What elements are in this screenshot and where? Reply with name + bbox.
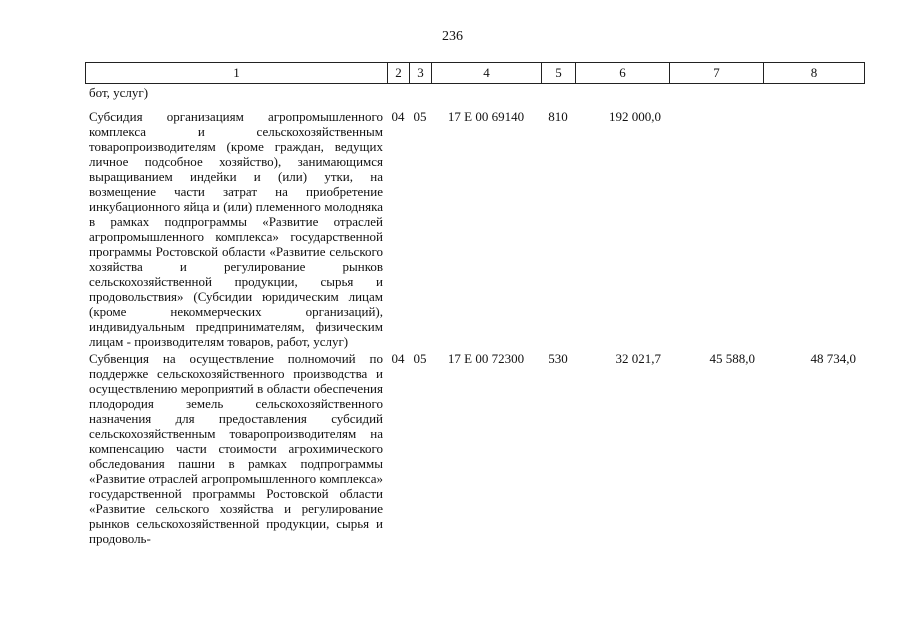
row-description: Субвенция на осуществление полномочий по поддержке сельскохозяйственного производства и осуществлению мероприятий в области обеспечения плодородия земель сельскохозяйственного назначения для предоставления субсидий сельскохозяйственным товаропроизводителям на компенсацию части стоимости агрохимического обследования пашни в рамках подпрограммы «Развитие отраслей агропромышленного комплекса» государственной программы Ростовской области «Развитие сельского хозяйства и регулирование рынков сельскохозяйственной продукции, сырья и продоволь- [89, 351, 383, 546]
row-section-code: 04 [391, 109, 405, 124]
header-col-7: 7 [670, 63, 764, 84]
budget-table-body [85, 85, 864, 546]
header-col-4: 4 [432, 63, 542, 84]
row-amount-year-2: 45 588,0 [709, 351, 755, 366]
header-col-1: 1 [86, 63, 388, 84]
header-col-8: 8 [764, 63, 865, 84]
row-description: Субсидия организациям агропромышленного комплекса и сельскохозяйственным товаропроизводителям (кроме граждан, ведущих личное подсобное хозяйство), занимающимся выращиванием индейки и (или) утки, на возмещение части затрат на приобретение инкубационного яйца и (или) племенного молодняка в рамках подпрограммы «Развитие отраслей агропромышленного комплекса» государственной программы Ростовской области «Развитие сельского хозяйства и регулирование рынков сельскохозяйственной продукции, сырья и продовольствия» (Субсидии юридическим лицам (кроме некоммерческих организаций), индивидуальным предпринимателям, физическим лицам - производителям товаров, работ, услуг) [89, 109, 383, 349]
header-col-6: 6 [576, 63, 670, 84]
row-section-code: 04 [391, 351, 405, 366]
row-expense-type: 810 [548, 109, 568, 124]
continuation-row [85, 85, 864, 100]
header-col-5: 5 [542, 63, 576, 84]
row-subsection-code: 05 [413, 351, 427, 366]
page-number: 236 [442, 29, 463, 44]
row-target-article: 17 Е 00 72300 [447, 351, 525, 366]
row-amount-year-3: 48 734,0 [810, 351, 856, 366]
table-row [85, 109, 864, 349]
row-amount-year-3 [763, 109, 864, 349]
header-col-3: 3 [410, 63, 432, 84]
row-amount-year-1: 32 021,7 [615, 351, 661, 366]
row-subsection-code: 05 [413, 109, 427, 124]
continuation-text: бот, услуг) [89, 85, 149, 100]
row-target-article: 17 Е 00 69140 [447, 109, 525, 124]
table-row [85, 351, 864, 546]
row-amount-year-2 [669, 109, 763, 349]
column-number-header [85, 62, 865, 84]
header-col-2: 2 [388, 63, 410, 84]
row-amount-year-1: 192 000,0 [609, 109, 661, 124]
row-expense-type: 530 [548, 351, 568, 366]
